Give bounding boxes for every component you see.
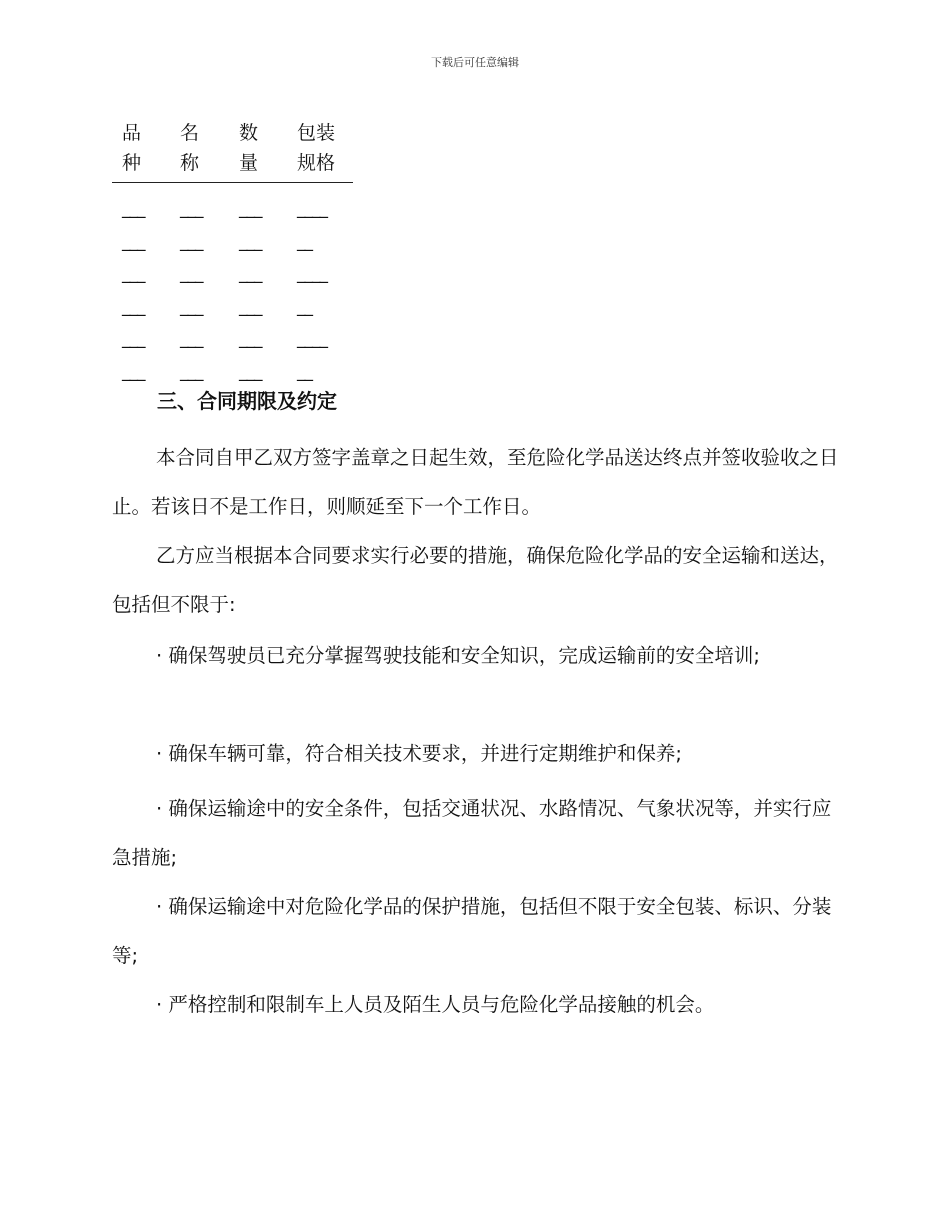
table-cell: ___ ___ [122, 199, 145, 252]
table-header-cell-name: 名 称 [180, 122, 200, 174]
table-header-cell-variety: 品 种 [122, 122, 142, 174]
table-cell: ____ __ [297, 264, 327, 317]
table-cell: ___ ___ [122, 329, 145, 382]
paragraph-effective-period: 本合同自甲乙双方签字盖章之日起生效，至危险化学品送达终点并签收验收之日止。若该日不是工作日，则顺延至下一个工作日。 [112, 446, 839, 518]
table-cell: ___ ___ [180, 199, 203, 252]
table-cell: ___ ___ [239, 264, 262, 317]
table-body [112, 193, 353, 388]
goods-table [112, 118, 353, 388]
table-cell: ___ ___ [180, 264, 203, 317]
table-cell: ___ ___ [180, 329, 203, 382]
table-row [112, 193, 353, 258]
bullet-route-safety: · 确保运输途中的安全条件，包括交通状况、水路情况、气象状况等，并实行应急措施; [112, 797, 832, 869]
bullet-driver-training: · 确保驾驶员已充分掌握驾驶技能和安全知识，完成运输前的安全培训; [156, 644, 760, 667]
bullet-goods-protection: · 确保运输途中对危险化学品的保护措施，包括但不限于安全包装、标识、分装等; [112, 895, 832, 967]
paragraph-obligations-intro: 乙方应当根据本合同要求实行必要的措施，确保危险化学品的安全运输和送达，包括但不限于: [112, 544, 839, 616]
table-header-cell-packaging: 包装 规格 [297, 122, 336, 174]
bullet-vehicle-maintenance: · 确保车辆可靠，符合相关技术要求，并进行定期维护和保养; [156, 742, 682, 765]
page-header: 下载后可任意编辑 [431, 56, 519, 69]
bullet-personnel-control: · 严格控制和限制车上人员及陌生人员与危险化学品接触的机会。 [156, 993, 715, 1016]
table-header-row [112, 118, 353, 183]
table-cell: ____ __ [297, 199, 327, 252]
table-cell: ___ ___ [239, 329, 262, 382]
table-cell: ____ __ [297, 329, 327, 382]
table-row [112, 258, 353, 323]
section-title: 三、合同期限及约定 [157, 389, 337, 413]
table-cell: ___ ___ [239, 199, 262, 252]
table-header-cell-quantity: 数 量 [239, 122, 259, 174]
table-row [112, 323, 353, 388]
table-cell: ___ ___ [122, 264, 145, 317]
